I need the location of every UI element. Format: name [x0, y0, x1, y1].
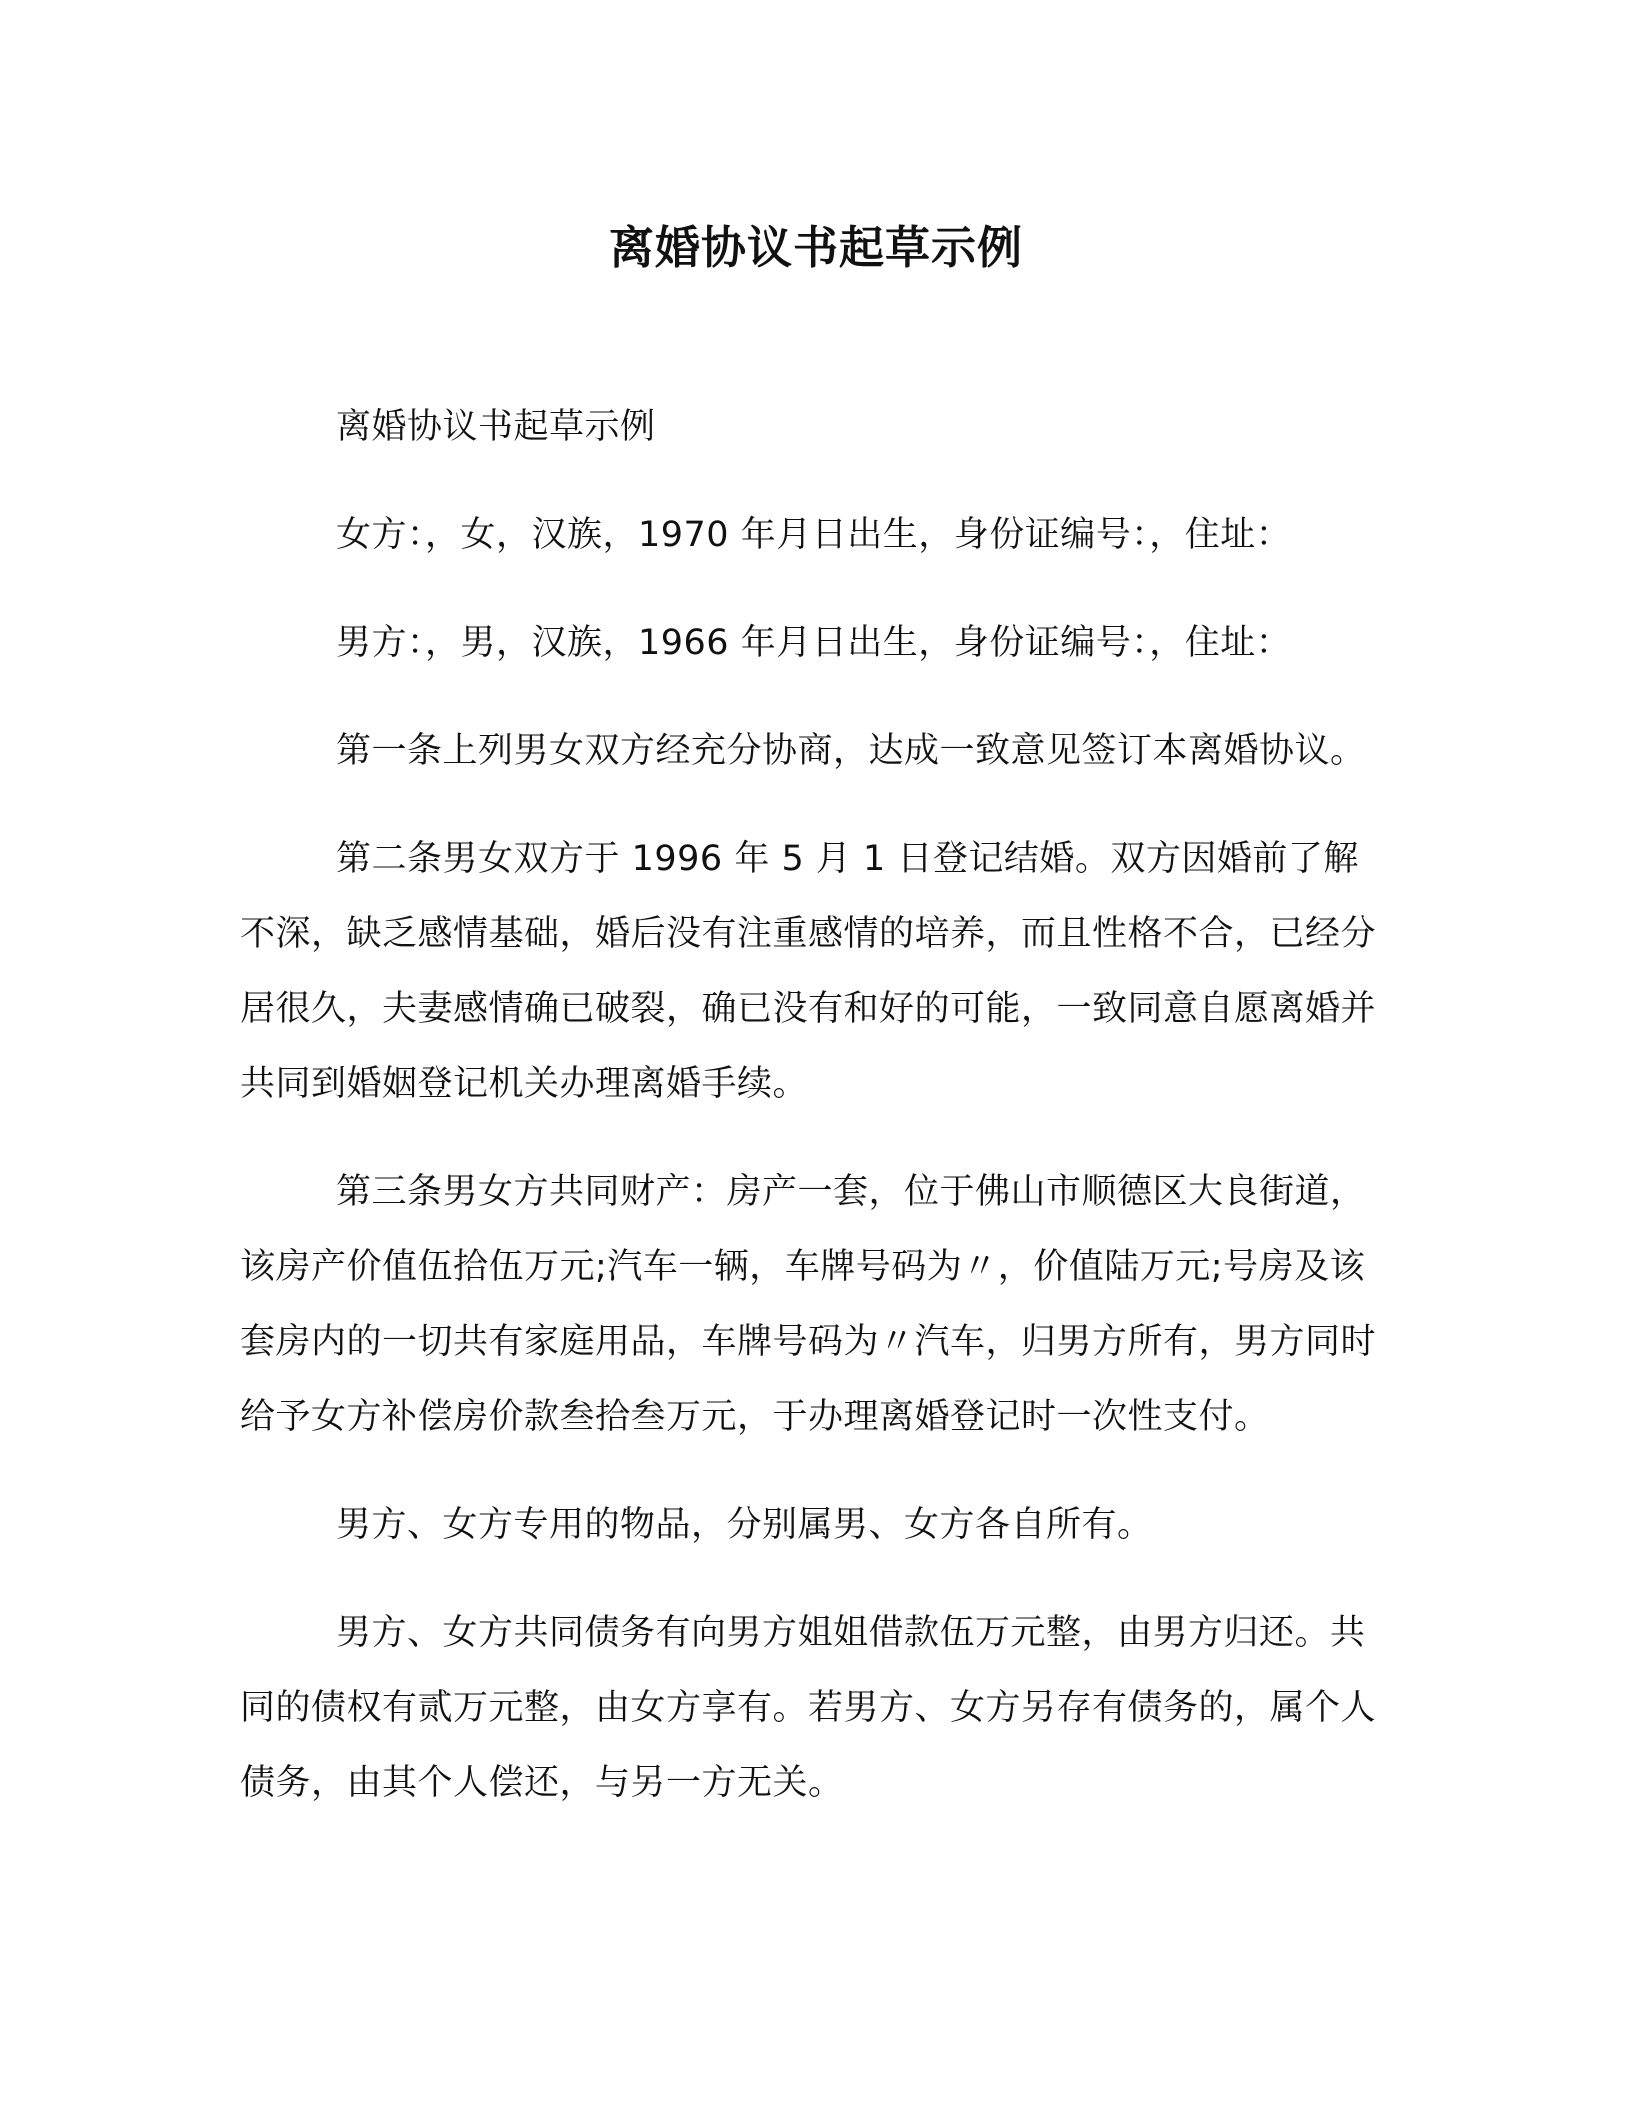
paragraph-debts: 男方、女方共同债务有向男方姐姐借款伍万元整，由男方归还。共同的债权有贰万元整，由女方享有。若男方、女方另存有债务的，属个人债务，由其个人偿还，与另一方无关。 [240, 1613, 1377, 1803]
paragraph-article-1: 第一条上列男女双方经充分协商，达成一致意见签订本离婚协议。 [336, 731, 1366, 771]
document-title: 离婚协议书起草示例 [608, 221, 1023, 274]
document-body [240, 390, 1390, 1854]
paragraph-subtitle: 离婚协议书起草示例 [336, 407, 656, 447]
paragraph-article-3: 第三条男女方共同财产：房产一套，位于佛山市顺德区大良街道，该房产价值伍拾伍万元;汽车一辆，车牌号码为〃，价值陆万元;号房及该套房内的一切共有家庭用品，车牌号码为〃汽车，归男方所有，男方同时给予女方补偿房价款叁拾叁万元，于办理离婚登记时一次性支付。 [240, 1172, 1377, 1437]
paragraph-female-party: 女方：，女，汉族，1970 年月日出生，身份证编号：，住址： [336, 515, 1292, 555]
paragraph-male-party: 男方：，男，汉族，1966 年月日出生，身份证编号：，住址： [336, 623, 1292, 663]
paragraph-personal-items: 男方、女方专用的物品，分别属男、女方各自所有。 [336, 1505, 1153, 1545]
paragraph-article-2: 第二条男女双方于 1996 年 5 月 1 日登记结婚。双方因婚前了解不深，缺乏感情基础，婚后没有注重感情的培养，而且性格不合，已经分居很久，夫妻感情确已破裂，确已没有和好的可能，一致同意自愿离婚并共同到婚姻登记机关办理离婚手续。 [240, 839, 1377, 1104]
